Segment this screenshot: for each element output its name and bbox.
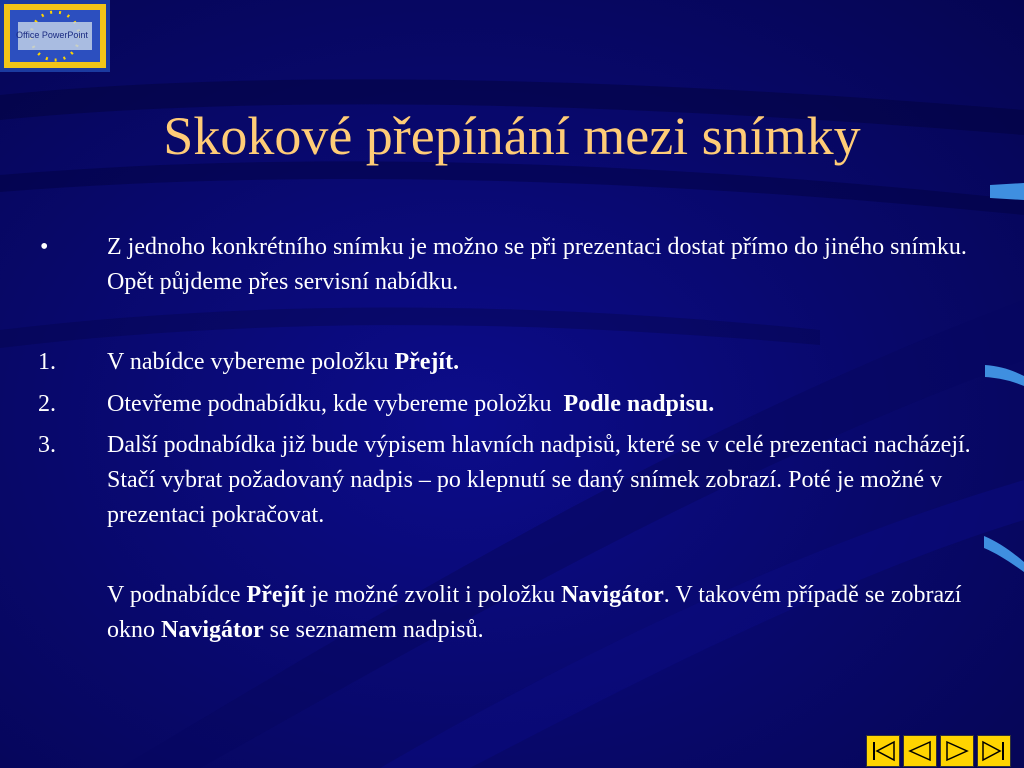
note-text: V podnabídce Přejít je možné zvolit i položku Navigátor. V takovém případě se zobrazí okno Navigátor se seznamem nadpisů. [107, 582, 962, 643]
step-number: 2. [38, 391, 56, 417]
bullet-text: Z jednoho konkrétního snímku je možno se při prezentaci dostat přímo do jiného snímku. Opět půjdeme přes servisní nabídku. [107, 234, 967, 295]
skip-to-end-icon [981, 740, 1007, 762]
slide-title: Skokové přepínání mezi snímky [163, 106, 861, 166]
step-text: Další podnabídka již bude výpisem hlavních nadpisů, které se v celé prezentaci nacházejí. Stačí vybrat požadovaný nadpis – po klepnutí se daný snímek zobrazí. Poté je možné v prezentaci pokračovat. [107, 432, 971, 528]
step-text: V nabídce vybereme položku Přejít. [107, 349, 460, 375]
triangle-left-icon [907, 740, 933, 762]
triangle-right-icon [944, 740, 970, 762]
last-slide-button[interactable] [977, 735, 1011, 767]
slide-navigation [866, 735, 1020, 767]
previous-slide-button[interactable] [903, 735, 937, 767]
bullet-marker: • [40, 234, 49, 260]
first-slide-button[interactable] [866, 735, 900, 767]
logo-text: Office PowerPoint [16, 30, 88, 40]
office-powerpoint-logo [0, 0, 110, 72]
next-slide-button[interactable] [940, 735, 974, 767]
step-bold-term: Podle nadpisu. [563, 391, 715, 417]
skip-to-start-icon [870, 740, 896, 762]
step-bold-term: Přejít. [394, 349, 460, 375]
step-text: Otevřeme podnabídku, kde vybereme položku Podle nadpisu. [107, 391, 715, 417]
step-number: 3. [38, 432, 56, 458]
step-number: 1. [38, 349, 56, 375]
